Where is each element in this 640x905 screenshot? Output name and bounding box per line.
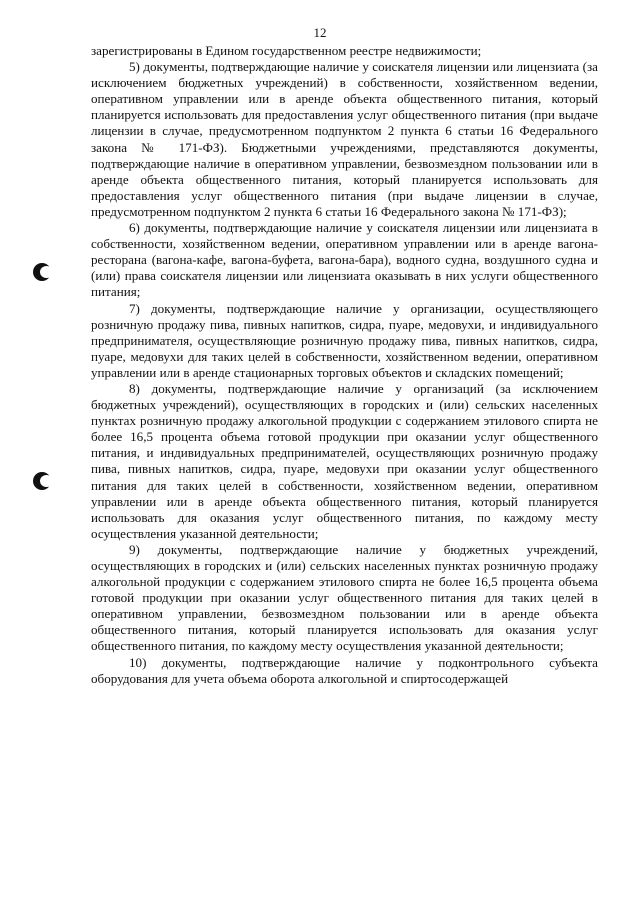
- paragraph-item-6: 6) документы, подтверждающие наличие у соискателя лицензии или лицензиата в собственности, хозяйственном ведении, оперативном управлении или в аренде вагона-ресторана (вагона-кафе, вагона-буфета, вагона-бара), водного судна, воздушного судна и (или) права соискателя лицензии или лицензиата оказывать в них услуги общественного питания;: [91, 220, 598, 300]
- paragraph-item-8: 8) документы, подтверждающие наличие у организаций (за исключением бюджетных учреждений), осуществляющих в городских и (или) сельских населенных пунктах розничную продажу алкогольной продукции с содержанием этилового спирта не более 16,5 процента объема готовой продукции при оказании услуг общественного питания, и индивидуальных предпринимателей, осуществляющих розничную продажу пива, пивных напитков, сидра, пуаре, медовухи при оказании услуг общественного питания для таких целей в собственности, хозяйственном ведении, оперативном управлении или в аренде объекта общественного питания, который планируется использовать для оказания услуг общественного питания, по каждому месту осуществления указанной деятельности;: [91, 380, 598, 541]
- document-body: [91, 43, 598, 687]
- paragraph-item-9: 9) документы, подтверждающие наличие у бюджетных учреждений, осуществляющих в городских и (или) сельских населенных пунктах розничную продажу алкогольной продукции с содержанием этилового спирта не более 16,5 процента объема готовой продукции при оказании услуг общественного питания для таких целей в оперативном управлении, безвозмездном пользовании или в аренде объекта общественного питания, который планируется использовать для оказания услуг общественного питания, по каждому месту осуществления указанной деятельности;: [91, 541, 598, 654]
- paragraph-item-5: 5) документы, подтверждающие наличие у соискателя лицензии или лицензиата (за исключением бюджетных учреждений) в собственности, хозяйственном ведении, оперативном управлении или в аренде объекта общественного питания, который планируется использовать для предоставления услуг общественного питания (при выдаче лицензии в случае, предусмотренном подпунктом 2 пункта 6 статьи 16 Федерального закона № 171-ФЗ). Бюджетными учреждениями, представляются документы, подтверждающие наличие в оперативном управлении, безвозмездном пользовании или в аренде объекта общественного питания, который планируется использовать для предоставления услуг общественного питания (при выдаче лицензии в случае, предусмотренном подпунктом 2 пункта 6 статьи 16 Федерального закона № 171-ФЗ);: [91, 59, 598, 219]
- paragraph-item-7: 7) документы, подтверждающие наличие у организации, осуществляющего розничную продажу пива, пивных напитков, сидра, пуаре, медовухи, и индивидуального предпринимателя, осуществляющие розничную продажу пива, пивных напитков, сидра, пуаре, медовухи для таких целей в собственности, хозяйственном ведении, оперативном управлении или в аренде стационарных торговых объектов и складских помещений;: [91, 300, 598, 380]
- paragraph-item-10: 10) документы, подтверждающие наличие у подконтрольного субъекта оборудования для учета объема оборота алкогольной и спиртосодержащей: [91, 654, 598, 686]
- crescent-mark-icon: [33, 263, 51, 281]
- paragraph-continuation: зарегистрированы в Едином государственном реестре недвижимости;: [91, 43, 482, 58]
- crescent-mark-icon: [33, 472, 51, 490]
- page-number: 12: [313, 25, 327, 40]
